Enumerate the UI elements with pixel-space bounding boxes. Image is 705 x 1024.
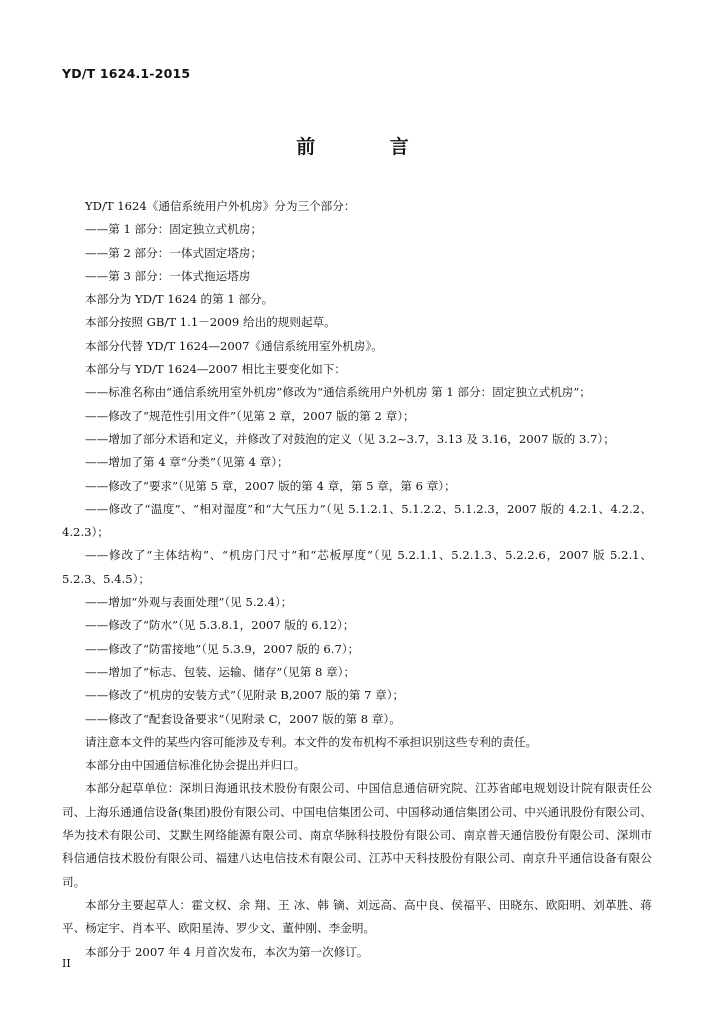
change-item-requirements: ——修改了“要求”（见第 5 章，2007 版的第 4 章，第 5 章，第 6 章）； xyxy=(85,478,456,493)
standard-code: YD/T 1624.1-2015 xyxy=(62,66,191,81)
paragraph-drafting-rules: 本部分按照 GB/T 1.1－2009 给出的规则起草。 xyxy=(85,315,336,330)
paragraph-parts-intro: YD/T 1624《通信系统用户外机房》分为三个部分： xyxy=(85,199,356,213)
paragraph-history: 本部分于 2007 年 4 月首次发布，本次为第一次修订。 xyxy=(85,944,369,959)
paragraph-drafting-units: 本部分起草单位：深圳日海通讯技术股份有限公司、中国信息通信研究院、江苏省邮电规划设计院有限责任公司、上海乐通通信设备(集团)股份有限公司、中国电信集团公司、中国移动通信集团公司、中兴通讯股份有限公司、华为技术有限公司、艾默生网络能源有限公司、南京华脉科技股份有限公司、南京普天通信股份有限公司、深圳市科信通信技术股份有限公司、福建八达电信技术有限公司、江苏中天科技股份有限公司、南京升平通信设备有限公司。 xyxy=(62,781,652,889)
change-item-title: ——标准名称由“通信系统用室外机房”修改为“通信系统用户外机房 第 1 部分：固定独立式机房”； xyxy=(85,385,591,400)
foreword-body xyxy=(62,195,652,964)
change-item-lightning: ——修改了“防雷接地”（见 5.3.9，2007 版的 6.7）； xyxy=(85,641,360,656)
page-title: 前 言 xyxy=(296,136,443,158)
list-item-part-1: ——第 1 部分：固定独立式机房； xyxy=(85,222,263,237)
change-item-equipment: ——修改了“配套设备要求”（见附录 C，2007 版的第 8 章）。 xyxy=(85,711,401,726)
paragraph-replaces: 本部分代替 YD/T 1624—2007《通信系统用室外机房》。 xyxy=(85,338,383,353)
paragraph-patent-notice: 请注意本文件的某些内容可能涉及专利。本文件的发布机构不承担识别这些专利的责任。 xyxy=(85,734,538,749)
change-item-environment: ——修改了“温度”、“相对湿度”和“大气压力”（见 5.1.2.1、5.1.2.2、5.1.2.3，2007 版的 4.2.1、4.2.2、4.2.3）； xyxy=(62,501,652,540)
change-item-waterproof: ——修改了“防水”（见 5.3.8.1，2007 版的 6.12）； xyxy=(85,618,355,633)
change-item-structure: ——修改了“主体结构”、“机房门尺寸”和“芯板厚度”（见 5.2.1.1、5.2.1.3、5.2.2.6，2007 版 5.2.1、5.2.3、5.4.5）； xyxy=(62,548,652,586)
page-number: II xyxy=(62,957,71,970)
change-item-marking: ——增加了“标志、包装、运输、储存”（见第 8 章）； xyxy=(85,664,356,679)
change-item-installation: ——修改了“机房的安装方式”（见附录 B,2007 版的第 7 章）； xyxy=(85,688,405,703)
list-item-part-3: ——第 3 部分：一体式拖运塔房 xyxy=(85,268,251,283)
change-item-references: ——修改了“规范性引用文件”（见第 2 章，2007 版的第 2 章）； xyxy=(85,408,415,423)
change-item-classification: ——增加了第 4 章“分类”（见第 4 章）； xyxy=(85,455,289,470)
change-item-terms: ——增加了部分术语和定义，并修改了对鼓泡的定义（见 3.2~3.7，3.13 及 3.16，2007 版的 3.7）； xyxy=(85,431,615,446)
paragraph-drafters: 本部分主要起草人：霍文权、余 翔、王 冰、韩 镝、刘远高、高中良、侯福平、田晓东、欧阳明、刘革胜、蒋 平、杨定宇、肖本平、欧阳星涛、罗少文、董仲刚、李金明。 xyxy=(62,897,652,936)
change-item-appearance: ——增加“外观与表面处理”（见 5.2.4）； xyxy=(85,595,293,610)
paragraph-proposer: 本部分由中国通信标准化协会提出并归口。 xyxy=(85,758,306,773)
paragraph-part-scope: 本部分为 YD/T 1624 的第 1 部分。 xyxy=(85,292,274,307)
paragraph-changes-intro: 本部分与 YD/T 1624—2007 相比主要变化如下： xyxy=(85,362,346,377)
list-item-part-2: ——第 2 部分：一体式固定塔房； xyxy=(85,245,263,260)
